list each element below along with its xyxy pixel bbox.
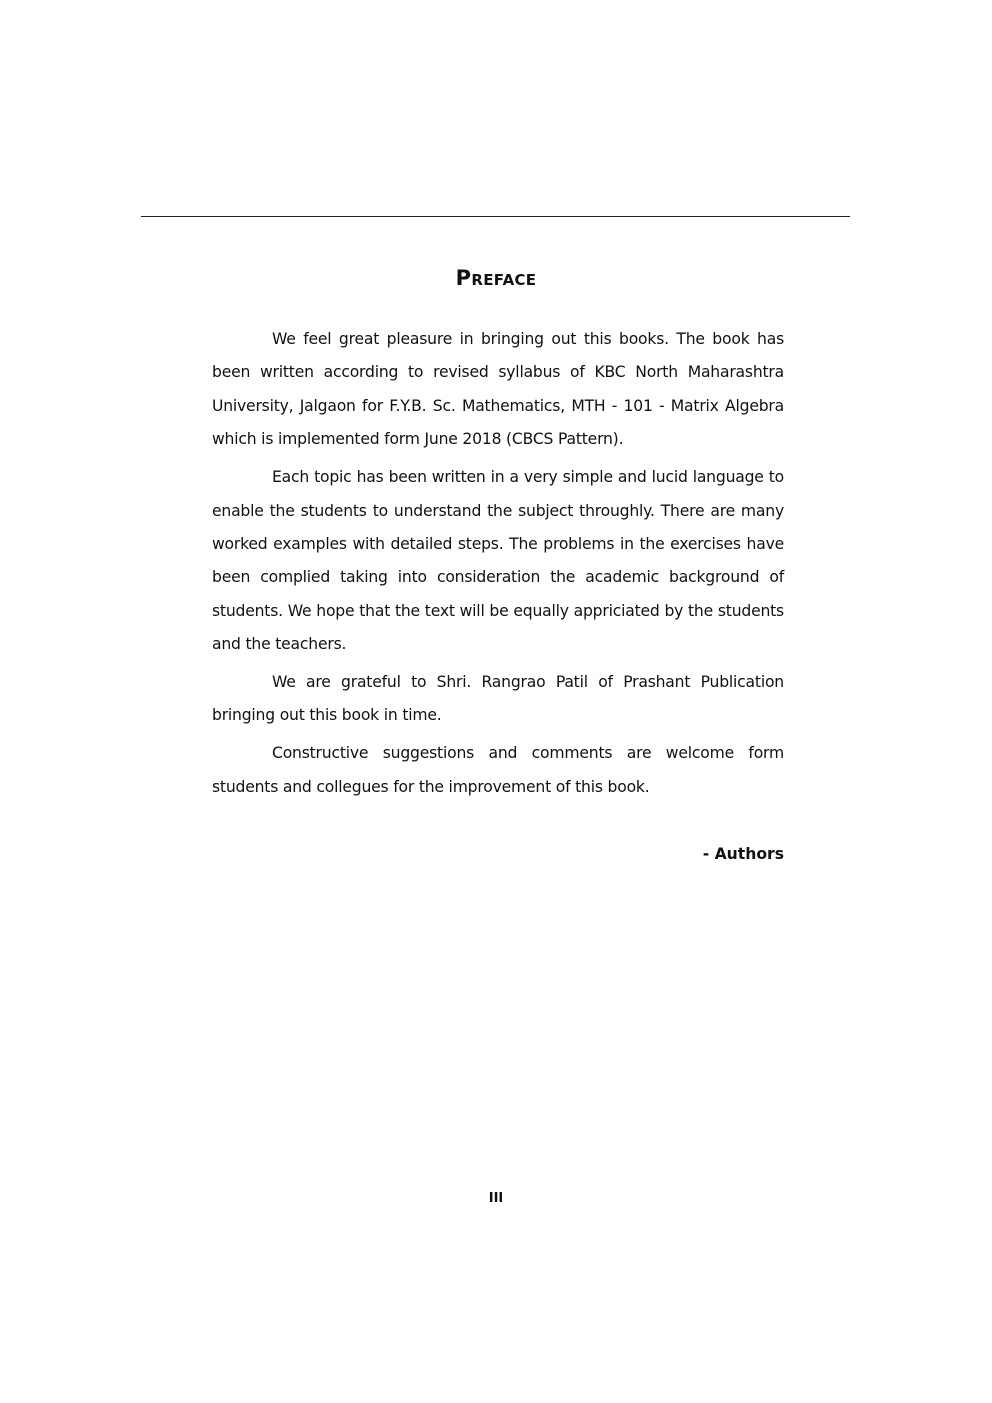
page-number: III xyxy=(488,1191,504,1206)
signature: - Authors xyxy=(702,845,784,863)
paragraph: Each topic has been written in a very simple and lucid language to enable the students to understand the subject throughly. There are many worked examples with detailed steps. The problems in the exercises have been complied taking into consideration the academic background of students. We hope that the text will be equally appriciated by the students and the teachers. xyxy=(212,468,784,654)
page-title: Preface xyxy=(455,266,537,290)
paragraph: We feel great pleasure in bringing out this books. The book has been written according to revised syllabus of KBC North Maharashtra University, Jalgaon for F.Y.B. Sc. Mathematics, MTH - 101 - Matrix Algebra which is implemented form June 2018 (CBCS Pattern). xyxy=(212,330,784,449)
paragraph: We are grateful to Shri. Rangrao Patil of Prashant Publication bringing out this book in time. xyxy=(212,673,784,725)
paragraph: Constructive suggestions and comments are welcome form students and collegues for the improvement of this book. xyxy=(212,744,784,796)
header-rule xyxy=(141,216,850,217)
preface-body xyxy=(212,323,784,809)
